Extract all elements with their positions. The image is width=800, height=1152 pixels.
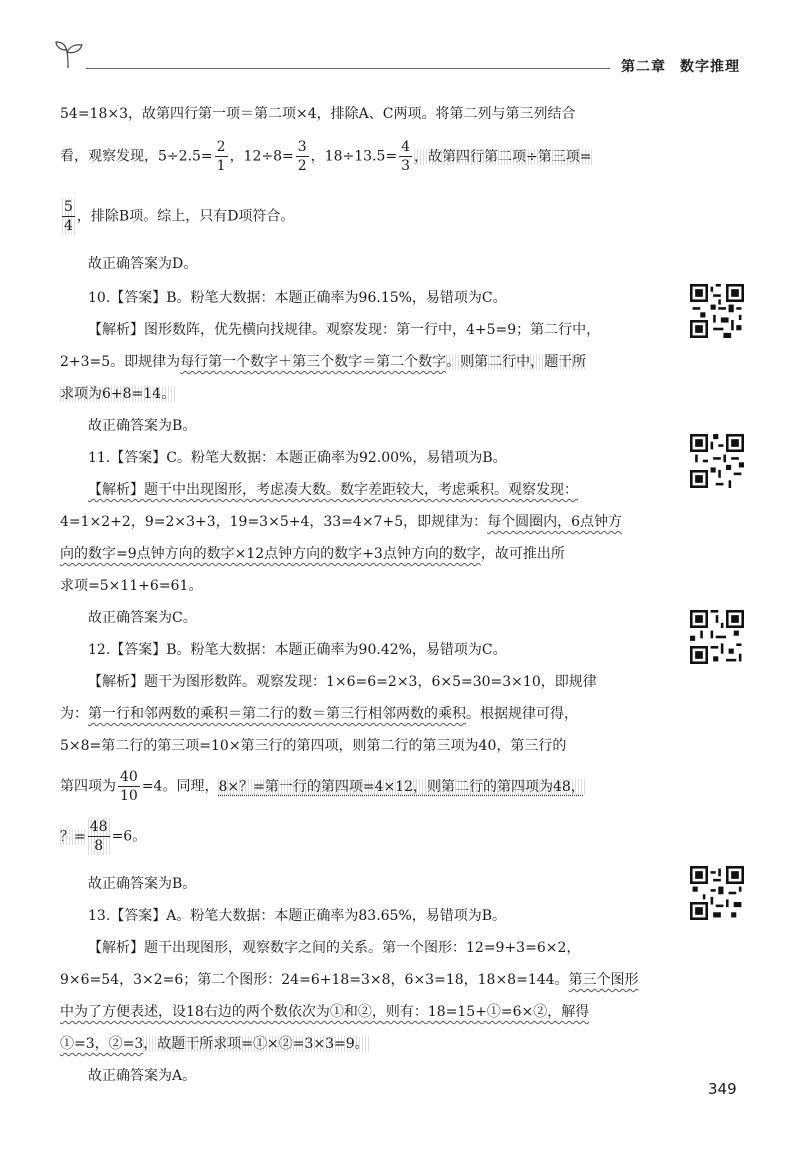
chapter-name: 数字推理 [680,59,740,75]
text-line: 5×8=第二行的第三项=10×第三行的第四项，则第二行的第三项为40，第三行的 [60,738,567,754]
answer-line: 故正确答案为A。 [88,1068,197,1084]
page-number: 349 [708,1080,737,1098]
text-line: 中为了方便表述，设18右边的两个数依次为①和②，则有：18=15+①=6×②，解得 [60,1004,590,1020]
text-line: ？= $\frac{48}{8}$ =6。 [60,819,147,854]
analysis-line: 【解析】题干出现图形，观察数字之间的关系。第一个图形：12=9+3=6×2， [88,940,581,956]
header-rule [92,68,610,69]
answer-header: 12.【答案】B。粉笔大数据：本题正确率为90.42%，易错项为C。 [88,642,507,658]
qr-code[interactable] [690,284,744,338]
text-line: 4=1×2+2，9=2×3+3，19=3×5+4，33=4×7+5，即规律为：每个圆圈内，6点钟方 [60,514,623,530]
analysis-line: 【解析】题干为图形数阵。观察发现：1×6=6=2×3，6×5=30=3×10，即规律 [88,674,597,690]
fraction: $\frac{2}{1}$ [216,139,226,174]
fraction: $\frac{3}{2}$ [297,139,307,174]
analysis-line: 【解析】图形数阵，优先横向找规律。观察发现：第一行中，4+5=9；第二行中， [88,322,601,338]
answer-line: 故正确答案为D。 [88,256,198,272]
answer-line: 故正确答案为B。 [88,876,197,892]
text-line: 54=18×3，故第四行第一项＝第二项×4，排除A、C两项。将第二列与第三列结合 [60,106,576,122]
fraction: $\frac{48}{8}$ [89,819,108,854]
text-line: 为：第一行和邻两数的乘积＝第二行的数＝第三行相邻两数的乘积。根据规律可得， [60,706,578,722]
text-line: 向的数字=9点钟方向的数字×12点钟方向的数字+3点钟方向的数字，故可推出所 [60,546,565,562]
chapter-title [621,56,740,76]
text-line: 9×6=54，3×2=6；第二个图形：24=6+18=3×8，6×3=18，18×8=144。第三个图形 [60,972,639,988]
text-line: 看，观察发现，5÷2.5= $\frac{2}{1}$ ，12÷8= $\frac{3}{2}$ ，18÷13.5= $\frac{4}{3}$ ，故第四行第二项÷第三项= [60,139,592,174]
fraction: $\frac{5}{4}$ [64,199,73,234]
page-header [40,38,760,78]
qr-code[interactable] [690,434,744,488]
answer-line: 故正确答案为C。 [88,610,197,626]
answer-header: 13.【答案】A。粉笔大数据：本题正确率为83.65%，易错项为B。 [88,908,507,924]
answer-line: 故正确答案为B。 [88,418,197,434]
analysis-line: 【解析】题干中出现图形，考虑凑大数。数字差距较大，考虑乘积。观察发现： [88,482,578,498]
answer-header: 11.【答案】C。粉笔大数据：本题正确率为92.00%，易错项为B。 [88,450,507,466]
fraction: $\frac{4}{3}$ [401,139,411,174]
text-line: 求项=5×11+6=61。 [60,578,203,594]
text-line: 2+3=5。即规律为每行第一个数字＋第三个数字＝第二个数字。则第二行中，题干所 [60,354,587,370]
answer-header: 10.【答案】B。粉笔大数据：本题正确率为96.15%，易错项为C。 [88,290,507,306]
text-line: 求项为6+8=14。 [60,386,176,402]
text-line: ①=3，②=3，故题干所求项=①×②=3×3=9。 [60,1036,369,1052]
qr-code[interactable] [690,610,744,664]
text-line: 第四项为 $\frac{40}{10}$ =4。同理，8×？=第一行的第四项=4×12，则第二行的第四项为48， [60,769,585,804]
chapter-number: 第二章 [621,59,666,75]
fraction: $\frac{40}{10}$ [120,769,138,804]
text-line: $\frac{5}{4}$ ，排除B项。综上，只有D项符合。 [64,199,295,234]
qr-code[interactable] [690,866,744,920]
sprout-icon [54,40,88,70]
